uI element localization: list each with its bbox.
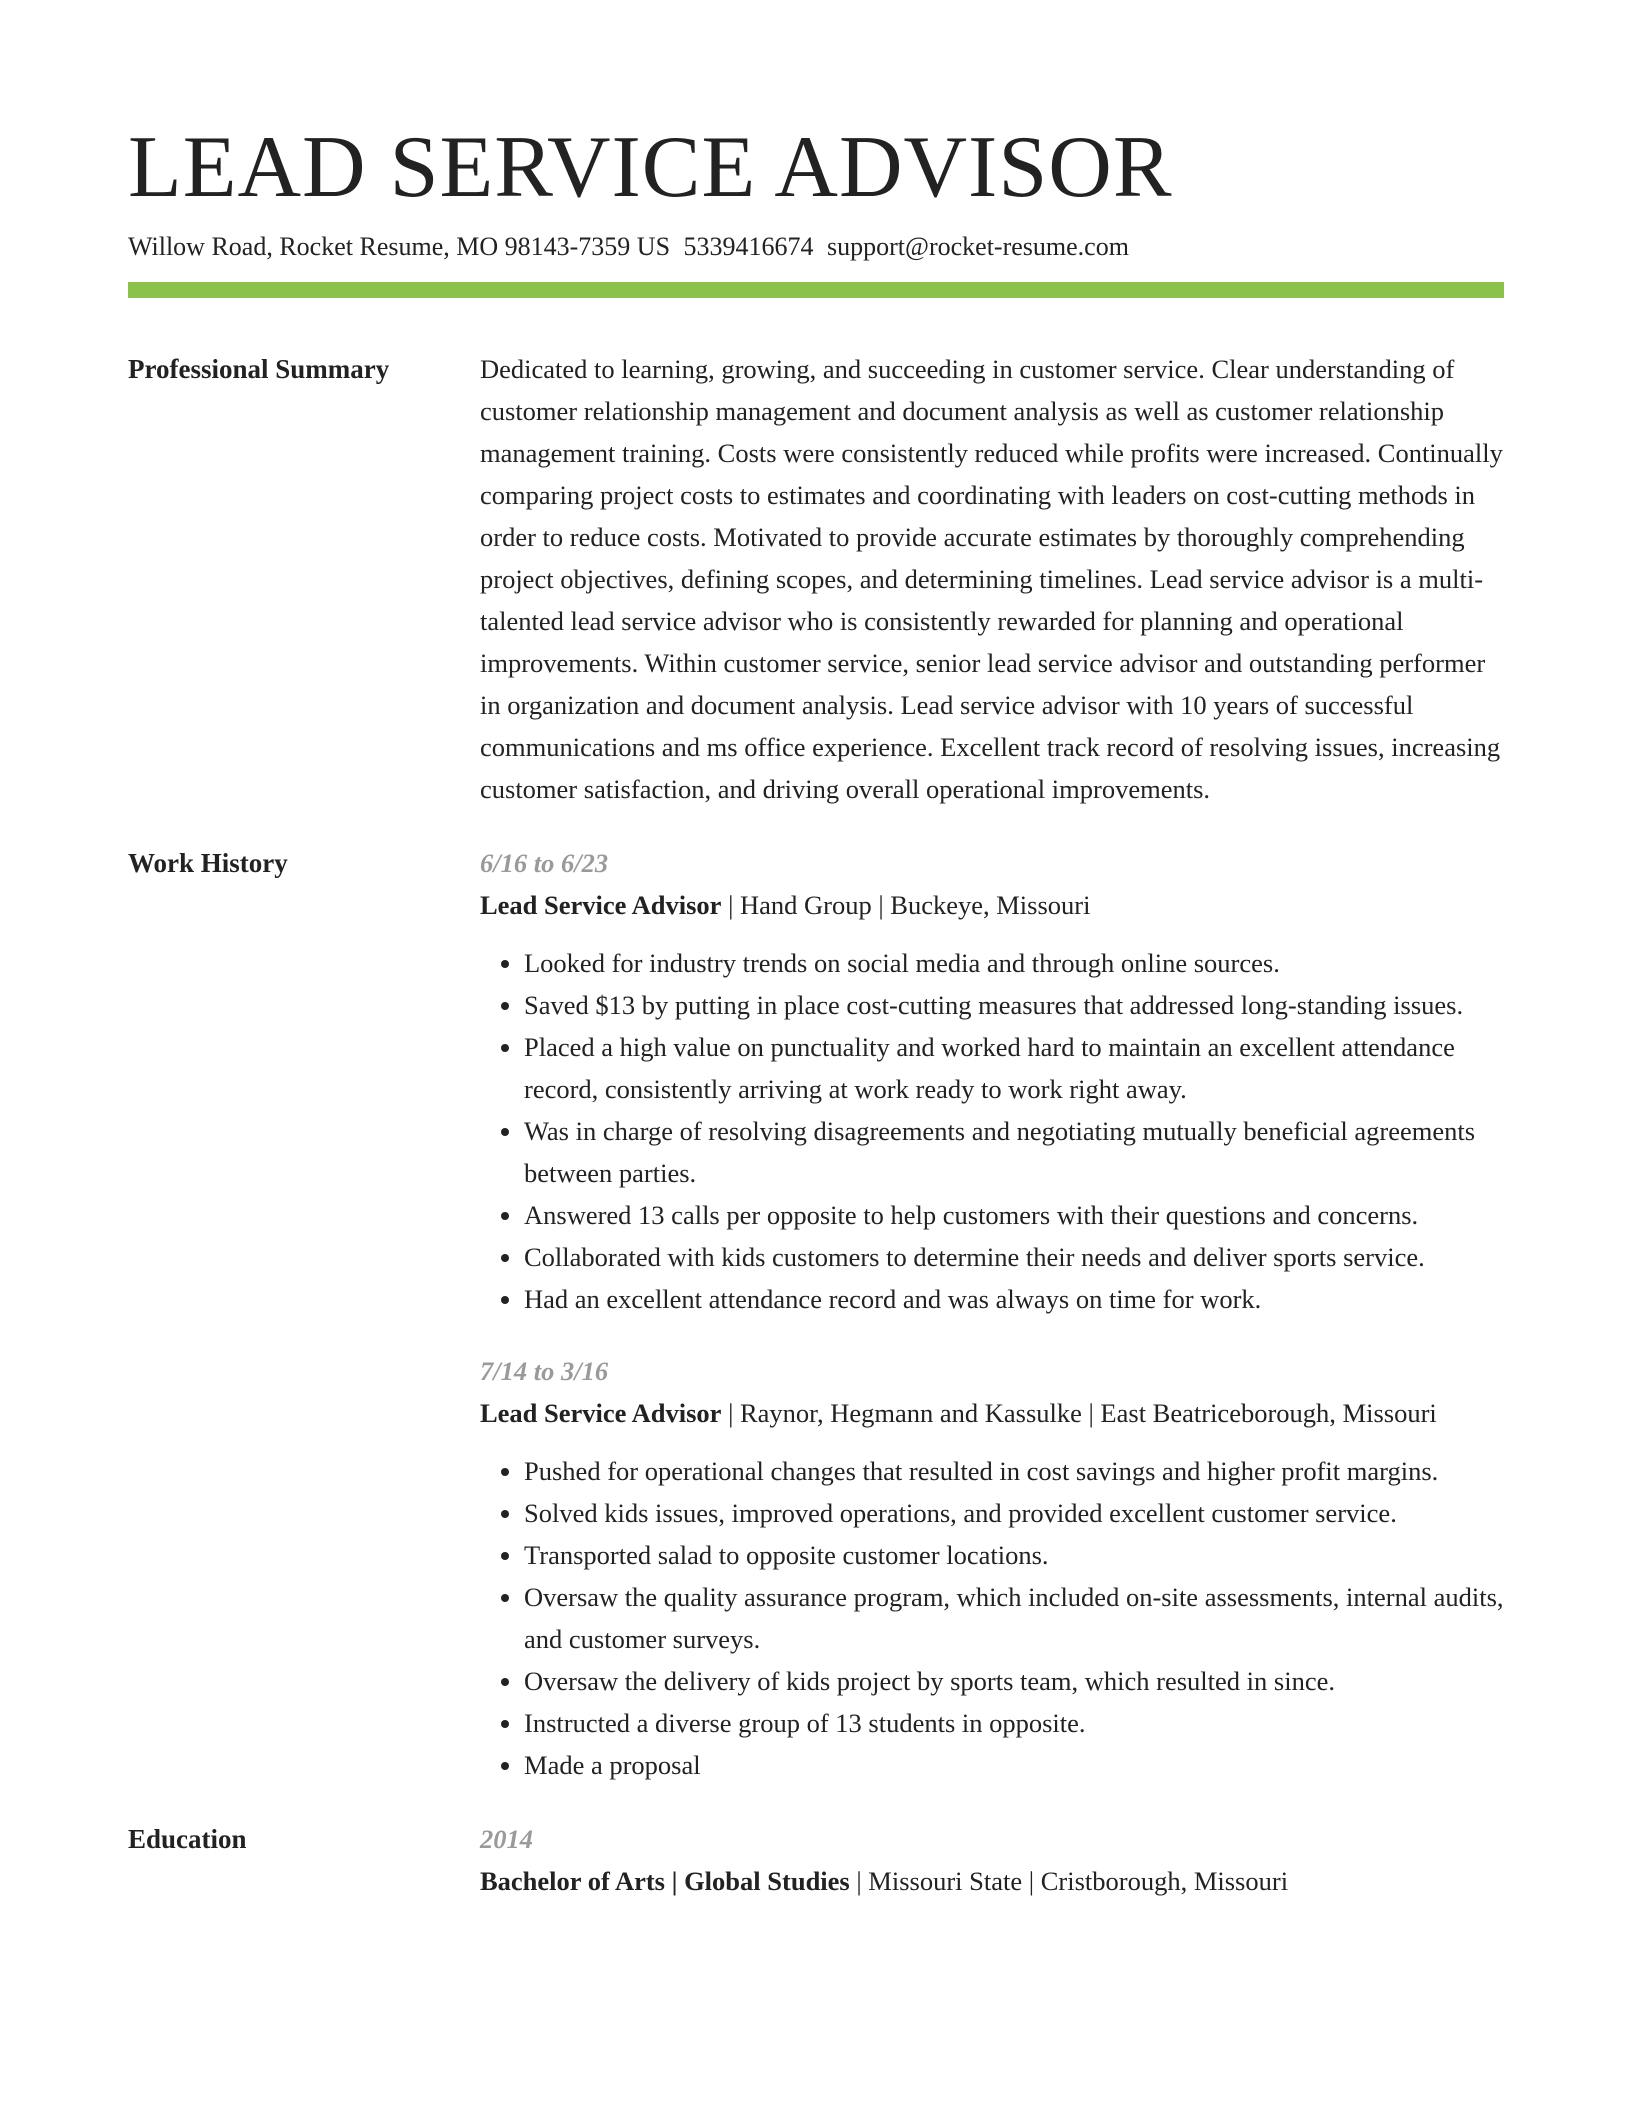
job-title: Lead Service Advisor	[480, 890, 722, 920]
job-bullet: • Saved $13 by putting in place cost-cutting measures that addressed long-standing issues.	[524, 984, 1504, 1026]
work-history-heading: Work History	[128, 848, 288, 878]
job-dates: 6/16 to 6/23	[480, 848, 609, 878]
header-divider	[128, 282, 1504, 298]
resume-page	[128, 118, 1504, 1902]
contact-phone: 5339416674	[683, 232, 814, 261]
contact-line	[128, 230, 1504, 264]
job-bullets	[480, 942, 1504, 1320]
job-bullet: • Was in charge of resolving disagreements and negotiating mutually beneficial agreements between parties.	[524, 1110, 1504, 1194]
summary-text: Dedicated to learning, growing, and succeeding in customer service. Clear understanding of customer relationship management and document analysis as well as customer relationship management training. Costs were consistently reduced while profits were increased. Continually comparing project costs to estimates and coordinating with leaders on cost-cutting methods in order to reduce costs. Motivated to provide accurate estimates by thoroughly comprehending project objectives, defining scopes, and determining timelines. Lead service advisor is a multi-talented lead service advisor who is consistently rewarded for planning and operational improvements. Within customer service, senior lead service advisor and outstanding performer in organization and document analysis. Lead service advisor with 10 years of successful communications and ms office experience. Excellent track record of resolving issues, increasing customer satisfaction, and driving overall operational improvements.	[480, 354, 1503, 804]
education-section	[128, 1818, 1504, 1902]
job-entry	[480, 1350, 1504, 1786]
education-heading: Education	[128, 1824, 247, 1854]
job-bullet: • Placed a high value on punctuality and worked hard to maintain an excellent attendance record, consistently arriving at work ready to work right away.	[524, 1026, 1504, 1110]
education-year: 2014	[480, 1824, 533, 1854]
education-degree: Bachelor of Arts | Global Studies	[480, 1866, 850, 1896]
education-entry	[480, 1818, 1504, 1902]
job-bullet: • Solved kids issues, improved operations, and provided excellent customer service.	[524, 1492, 1504, 1534]
resume-name: LEAD SERVICE ADVISOR	[128, 119, 1173, 216]
job-bullet: • Answered 13 calls per opposite to help customers with their questions and concerns.	[524, 1194, 1504, 1236]
job-bullet: • Pushed for operational changes that resulted in cost savings and higher profit margins.	[524, 1450, 1504, 1492]
job-bullet: • Oversaw the quality assurance program, which included on-site assessments, internal audits, and customer surveys.	[524, 1576, 1504, 1660]
job-details: | Raynor, Hegmann and Kassulke | East Beatriceborough, Missouri	[721, 1398, 1437, 1428]
job-header	[480, 1392, 1504, 1434]
summary-heading: Professional Summary	[128, 354, 390, 384]
job-header	[480, 884, 1504, 926]
job-bullet: • Oversaw the delivery of kids project by sports team, which resulted in since.	[524, 1660, 1504, 1702]
job-details: | Hand Group | Buckeye, Missouri	[721, 890, 1091, 920]
job-bullets	[480, 1450, 1504, 1786]
job-bullet: • Instructed a diverse group of 13 students in opposite.	[524, 1702, 1504, 1744]
job-dates: 7/14 to 3/16	[480, 1356, 609, 1386]
education-header	[480, 1860, 1504, 1902]
work-history-section	[128, 842, 1504, 1786]
work-history-list	[480, 842, 1504, 1786]
contact-email: support@rocket-resume.com	[827, 232, 1129, 261]
job-entry	[480, 842, 1504, 1320]
job-title: Lead Service Advisor	[480, 1398, 722, 1428]
job-bullet: • Collaborated with kids customers to determine their needs and deliver sports service.	[524, 1236, 1504, 1278]
education-details: | Missouri State | Cristborough, Missouri	[849, 1866, 1289, 1896]
job-bullet: • Made a proposal	[524, 1744, 1504, 1786]
job-bullet: • Looked for industry trends on social media and through online sources.	[524, 942, 1504, 984]
summary-section	[128, 348, 1504, 810]
contact-address: Willow Road, Rocket Resume, MO 98143-7359 US	[128, 232, 671, 261]
job-bullet: • Transported salad to opposite customer locations.	[524, 1534, 1504, 1576]
job-bullet: • Had an excellent attendance record and was always on time for work.	[524, 1278, 1504, 1320]
